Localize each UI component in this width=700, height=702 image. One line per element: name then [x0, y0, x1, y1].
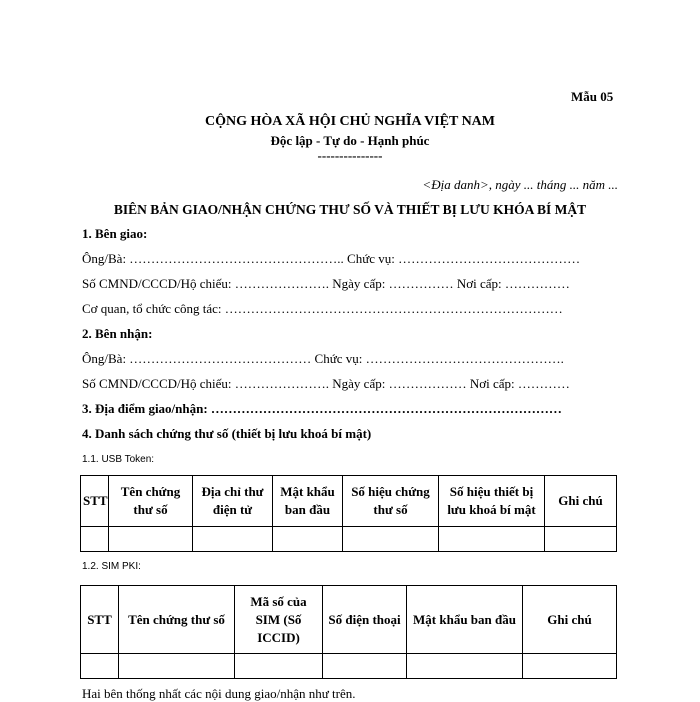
column-header: Mật khẩu ban đầu — [273, 476, 343, 527]
table-cell[interactable] — [407, 654, 523, 679]
usb-token-label: 1.1. USB Token: — [82, 454, 155, 465]
document-title: BIÊN BẢN GIAO/NHẬN CHỨNG THƯ SỐ VÀ THIẾT BỊ LƯU KHÓA BÍ MẬT — [113, 202, 587, 217]
header-divider: --------------- — [317, 148, 383, 163]
section2-name-line: Ông/Bà: …………………………………… Chức vụ: ………………………………………. — [82, 351, 564, 366]
column-header: STT — [81, 476, 109, 527]
section1-id-line: Số CMND/CCCD/Hộ chiếu: …………………. Ngày cấp: …………… Nơi cấp: …………… — [82, 276, 570, 291]
table-cell[interactable] — [523, 654, 617, 679]
column-header: Địa chỉ thư điện tử — [193, 476, 273, 527]
column-header: Mã số của SIM (Số ICCID) — [235, 586, 323, 654]
column-header: Ghi chú — [523, 586, 617, 654]
nation-title: CỘNG HÒA XÃ HỘI CHỦ NGHĨA VIỆT NAM — [204, 114, 495, 129]
usb-token-table — [80, 475, 617, 552]
table-cell[interactable] — [545, 527, 617, 552]
table-header-row — [81, 586, 617, 654]
table-header-row — [81, 476, 617, 527]
place-date: <Địa danh>, ngày ... tháng ... năm ... — [422, 177, 618, 192]
column-header: Tên chứng thư số — [109, 476, 193, 527]
motto: Độc lập - Tự do - Hạnh phúc — [270, 133, 430, 148]
column-header: Mật khẩu ban đầu — [407, 586, 523, 654]
column-header: Ghi chú — [545, 476, 617, 527]
section1-org-line: Cơ quan, tổ chức công tác: …………………………………………………………………… — [82, 301, 563, 316]
section1-name-line: Ông/Bà: ………………………………………….. Chức vụ: …………………………………… — [82, 251, 581, 266]
column-header: Số điện thoại — [323, 586, 407, 654]
column-header: STT — [81, 586, 119, 654]
table-row — [81, 527, 617, 552]
table-cell[interactable] — [193, 527, 273, 552]
table-cell[interactable] — [81, 654, 119, 679]
sim-pki-table — [80, 585, 617, 679]
table-cell[interactable] — [81, 527, 109, 552]
section1-heading: 1. Bên giao: — [82, 226, 148, 241]
column-header: Tên chứng thư số — [119, 586, 235, 654]
sim-pki-label: 1.2. SIM PKI: — [82, 561, 141, 572]
table-cell[interactable] — [323, 654, 407, 679]
table-cell[interactable] — [439, 527, 545, 552]
table-cell[interactable] — [343, 527, 439, 552]
table-row — [81, 654, 617, 679]
table-cell[interactable] — [109, 527, 193, 552]
column-header: Số hiệu thiết bị lưu khoá bí mật — [439, 476, 545, 527]
section3-heading: 3. Địa điểm giao/nhận: ……………………………………………………………………… — [82, 401, 562, 416]
column-header: Số hiệu chứng thư số — [343, 476, 439, 527]
section2-id-line: Số CMND/CCCD/Hộ chiếu: …………………. Ngày cấp: ……………… Nơi cấp: ………… — [82, 376, 570, 391]
form-code: Mẫu 05 — [571, 89, 614, 104]
table-cell[interactable] — [235, 654, 323, 679]
section4-heading: 4. Danh sách chứng thư số (thiết bị lưu khoá bí mật) — [82, 426, 372, 441]
section2-heading: 2. Bên nhận: — [82, 326, 153, 341]
table-cell[interactable] — [273, 527, 343, 552]
table-cell[interactable] — [119, 654, 235, 679]
closing-statement: Hai bên thống nhất các nội dung giao/nhận như trên. — [82, 686, 356, 701]
